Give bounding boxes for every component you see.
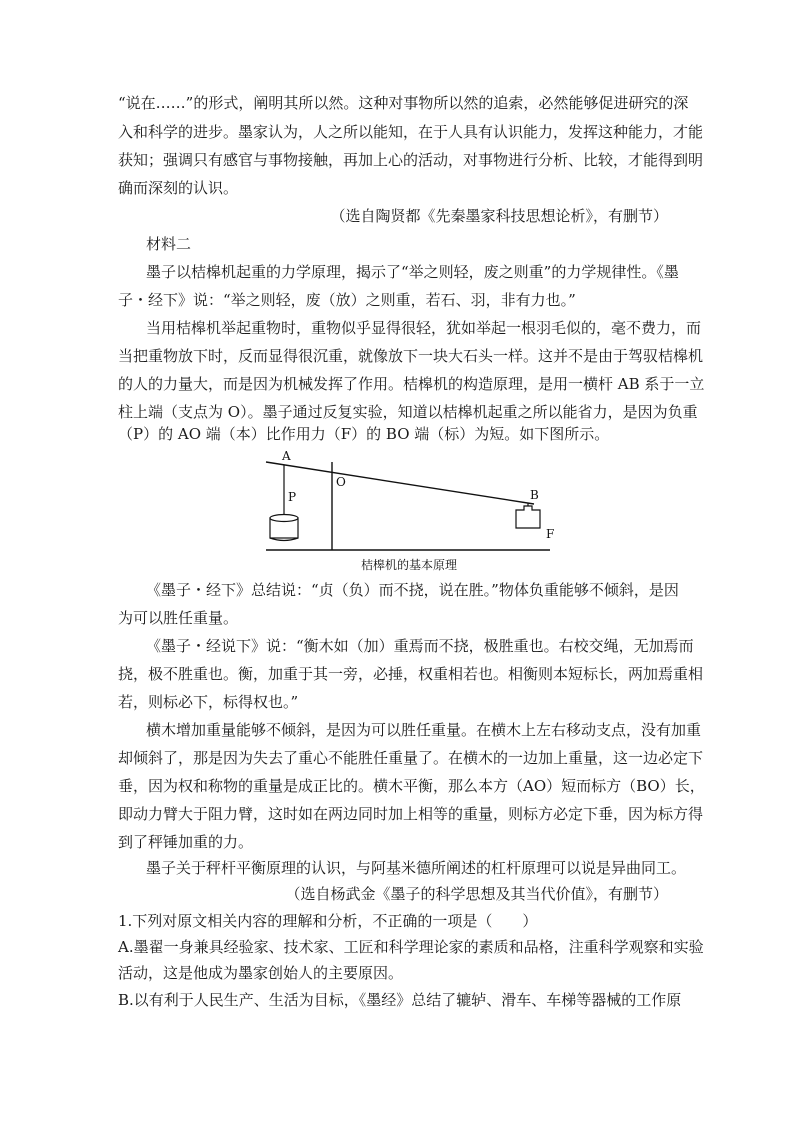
paragraph-line: 入和科学的进步。墨家认为，人之所以能知，在于人具有认识能力，发挥这种能力，才能	[118, 123, 704, 141]
paragraph-line: 墨子以桔槔机起重的力学原理，揭示了“举之则轻，废之则重”的力学规律性。《墨	[146, 263, 679, 281]
paragraph-line: 却倾斜了，那是因为失去了重心不能胜任重量了。在横木的一边加上重量，这一边必定下	[118, 749, 704, 767]
paragraph-line: 的人的力量大，而是因为机械发挥了作用。桔槔机的构造原理，是用一横杆 AB 系于一立	[118, 375, 705, 393]
paragraph-line: 为可以胜任重量。	[118, 609, 239, 627]
paragraph-line: 获知；强调只有感官与事物接触，再加上心的活动，对事物进行分析、比较，才能得到明	[118, 151, 704, 169]
label-f: F	[546, 527, 555, 541]
label-p: P	[288, 490, 297, 504]
paragraph-line: 墨子关于秤杆平衡原理的认识，与阿基米德所阐述的杠杆原理可以说是异曲同工。	[146, 859, 687, 877]
paragraph-line: 到了秤锤加重的力。	[118, 833, 254, 851]
figure-caption: 桔槔机的基本原理	[360, 558, 458, 572]
paragraph-line: 《墨子・经下》总结说：“贞（负）而不挠，说在胜。”物体负重能够不倾斜，是因	[146, 581, 679, 599]
source-citation: （选自陶贤都《先秦墨家科技思想论析》，有删节）	[330, 207, 668, 225]
paragraph-line: 即动力臂大于阻力臂，这时如在两边同时加上相等的重量，则标方必定下垂，因为标方得	[118, 805, 704, 823]
option-a-continued: 活动，这是他成为墨家创始人的主要原因。	[118, 964, 404, 982]
label-o: O	[336, 475, 346, 489]
paragraph-line: “说在……”的形式，阐明其所以然。这种对事物所以然的追索，必然能够促进研究的深	[118, 94, 689, 112]
weight-icon	[516, 506, 540, 528]
option-b: B.以有利于人民生产、生活为目标，《墨经》总结了辘轳、滑车、车梯等器械的工作原	[118, 991, 682, 1009]
question-stem: 1.下列对原文相关内容的理解和分析，不正确的一项是（ ）	[118, 912, 538, 930]
lever-diagram	[262, 446, 562, 576]
paragraph-line: 横木增加重量能够不倾斜，是因为可以胜任重量。在横木上左右移动支点，没有加重	[146, 721, 702, 739]
bucket-icon	[270, 515, 298, 541]
paragraph-line: 垂，因为权和称物的重量是成正比的。横木平衡，那么本方（AO）短而标方（BO）长，	[118, 777, 705, 795]
paragraph-line: 当把重物放下时，反而显得很沉重，就像放下一块大石头一样。这并不是由于驾驭桔槔机	[118, 347, 704, 365]
label-b: B	[530, 488, 539, 502]
option-a: A.墨翟一身兼具经验家、技术家、工匠和科学理论家的素质和品格，注重科学观察和实验	[118, 938, 704, 956]
paragraph-line: 柱上端（支点为 O）。墨子通过反复实验，知道以桔槔机起重之所以能省力，是因为负重	[118, 403, 698, 421]
beam-line	[266, 462, 534, 504]
label-a: A	[282, 449, 291, 463]
paragraph-line: 子・经下》说：“举之则轻，废（放）之则重，若石、羽，非有力也。”	[118, 291, 576, 309]
paragraph-line: 挠，极不胜重也。衡，加重于其一旁，必捶，权重相若也。相衡则本短标长，两加焉重相	[118, 665, 704, 683]
source-citation: （选自杨武金《墨子的科学思想及其当代价值》，有删节）	[285, 885, 668, 903]
paragraph-line: 当用桔槔机举起重物时，重物似乎显得很轻，犹如举起一根羽毛似的，毫不费力，而	[146, 319, 702, 337]
paragraph-line: 《墨子・经说下》说：“衡木如（加）重焉而不挠，极胜重也。右校交绳，无加焉而	[146, 637, 694, 655]
paragraph-line: （P）的 AO 端（本）比作用力（F）的 BO 端（标）为短。如下图所示。	[118, 425, 610, 443]
paragraph-line: 若，则标必下，标得权也。”	[118, 693, 299, 711]
paragraph-line: 确而深刻的认识。	[118, 179, 239, 197]
section-heading: 材料二	[146, 235, 192, 253]
